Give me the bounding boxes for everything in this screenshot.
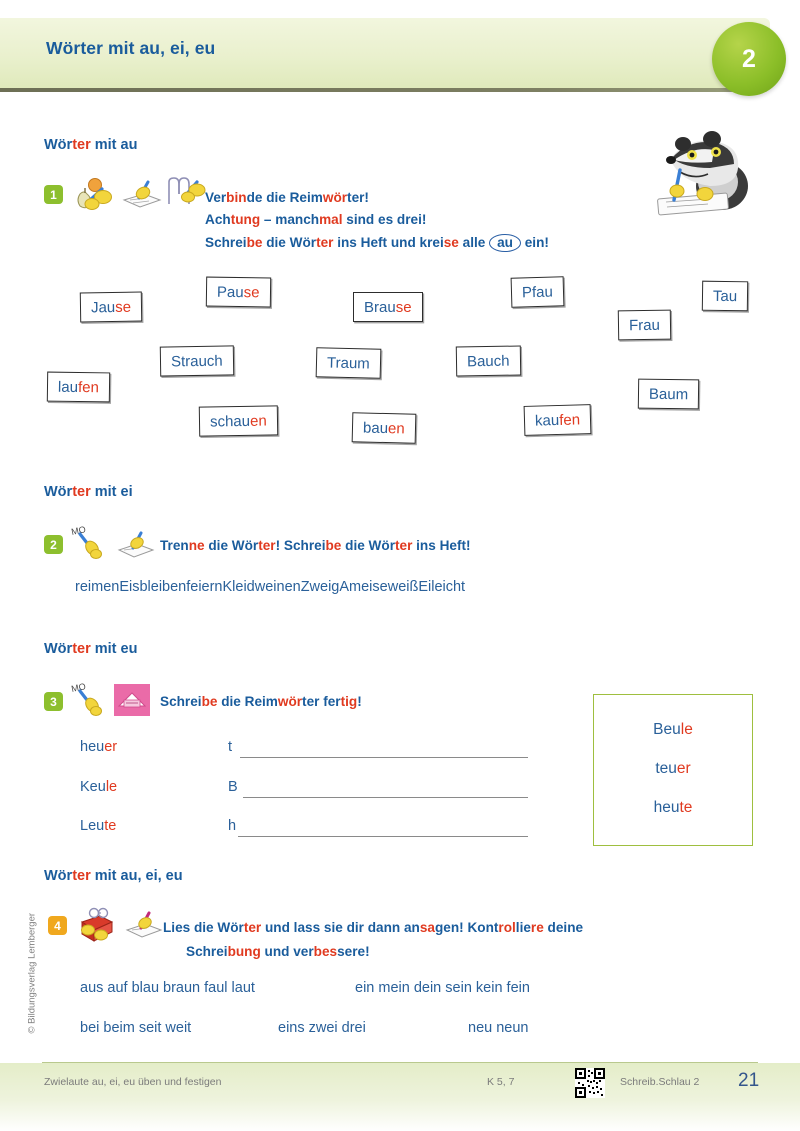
- heading-part: Wör: [44, 137, 73, 153]
- section-heading-au: [44, 137, 137, 153]
- badger-mascot-illustration: [650, 124, 770, 219]
- heading-part: Wör: [44, 868, 73, 884]
- word-card-text: Jause: [90, 298, 132, 316]
- word-card-text: Brause: [364, 298, 412, 316]
- heading-part: mit eu: [90, 641, 138, 657]
- word-card-traum[interactable]: [316, 347, 381, 379]
- eu-prompt-word-3: [80, 818, 116, 834]
- word-card-kaufen[interactable]: [524, 404, 592, 436]
- chapter-badge: 2: [712, 22, 786, 96]
- heading-part-red: ter: [72, 484, 91, 500]
- prompt-red: te: [104, 818, 117, 834]
- run-on-word-string: reimenEisbleibenfeiernKleidweinenZweigAmeiseweißEileicht: [75, 579, 466, 595]
- section-heading-ei: [44, 484, 133, 500]
- writing-paper-icon: [122, 180, 162, 208]
- word-card-strauch[interactable]: [160, 345, 234, 376]
- footer-topic-label: Zwielaute au, ei, eu üben und festigen: [44, 1076, 222, 1088]
- footer-brand-label: Schreib.Schlau 2: [620, 1076, 700, 1088]
- word-card-tau[interactable]: [702, 281, 749, 312]
- red-book-icon: [76, 908, 118, 942]
- footer-page-number: 21: [738, 1070, 760, 1091]
- word-card-bauen[interactable]: [352, 412, 416, 444]
- word-card-text: schauen: [209, 412, 267, 430]
- footer-band: [0, 1063, 800, 1131]
- answer-blue: teu: [655, 760, 677, 777]
- prompt-blue: Leu: [80, 818, 105, 834]
- word-card-pfau[interactable]: [511, 276, 565, 307]
- word-card-text: Pfau: [521, 283, 554, 301]
- task-badge-3: 3: [44, 692, 63, 711]
- eu-answer-line-1[interactable]: [240, 757, 528, 758]
- heading-part-red: ter: [72, 868, 91, 884]
- word-card-text: Tau: [712, 287, 738, 305]
- word-card-jause[interactable]: [80, 292, 142, 323]
- eu-answer-prefix-3: h: [228, 818, 237, 834]
- eu-prompt-word-1: [80, 739, 117, 755]
- word-card-text: Strauch: [170, 352, 223, 370]
- reading-list-row-2-group-3: neu neun: [468, 1020, 529, 1036]
- task-badge-2: 2: [44, 535, 63, 554]
- answer-blue: Beu: [653, 721, 681, 738]
- word-card-text: Traum: [326, 353, 370, 373]
- svg-text:MO: MO: [70, 681, 87, 694]
- answer-blue: heu: [653, 799, 680, 816]
- pink-book-icon: [114, 684, 150, 716]
- answer-word-1: [594, 721, 752, 739]
- word-card-laufen[interactable]: [47, 372, 110, 403]
- word-card-text: Pause: [216, 283, 260, 301]
- answer-red: te: [679, 799, 693, 816]
- montag-pencil-icon: [70, 526, 110, 558]
- word-card-text: Bauch: [466, 352, 510, 370]
- task-4-line-1: Lies die Wörter und lass sie dir dann ansagen! Kontrolliere deine: [163, 920, 584, 935]
- answer-red: er: [676, 760, 691, 777]
- answer-word-2: [594, 760, 752, 778]
- word-card-text: Baum: [648, 385, 689, 403]
- heading-part: Wör: [44, 641, 73, 657]
- reading-list-row-2-group-1: bei beim seit weit: [80, 1020, 192, 1036]
- section-heading-eu: [44, 641, 137, 657]
- au-circle-annotation: au: [489, 234, 521, 252]
- letter-m-pencil-icon: [163, 176, 205, 208]
- reading-list-row-1-group-2: ein mein dein sein kein fein: [355, 980, 530, 996]
- reading-list-row-2-group-2: eins zwei drei: [278, 1020, 366, 1036]
- eu-answer-line-3[interactable]: [238, 836, 528, 837]
- word-card-baum[interactable]: [638, 379, 700, 410]
- eu-answer-prefix-2: B: [228, 779, 238, 795]
- heading-part: mit au: [90, 137, 138, 153]
- task-1-line-2: Achtung – manchmal sind es drei!: [205, 212, 427, 227]
- word-card-frau[interactable]: [618, 310, 671, 341]
- heading-part: mit ei: [90, 484, 133, 500]
- task-1-line-3: Schreibe die Wörter ins Heft und kreise alle au ein!: [205, 233, 549, 254]
- writing-paper-icon: [117, 532, 155, 558]
- word-card-text: bauen: [362, 418, 405, 438]
- heading-part-red: ter: [72, 641, 91, 657]
- prompt-blue: heu: [80, 739, 105, 755]
- word-card-text: Frau: [628, 316, 660, 334]
- answer-red: le: [680, 721, 693, 738]
- footer-curriculum-code: K 5, 7: [487, 1076, 515, 1088]
- footer-divider: [42, 1062, 758, 1063]
- eu-answer-line-2[interactable]: [243, 797, 528, 798]
- task-1-line-1: Verbinde die Reimwörter!: [205, 190, 369, 205]
- eu-answer-prefix-1: t: [228, 739, 233, 755]
- task-4-line-2: Schreibung und verbessere!: [186, 944, 370, 959]
- prompt-red: le: [105, 779, 118, 795]
- word-card-schauen[interactable]: [199, 405, 278, 436]
- word-card-text: kaufen: [534, 410, 581, 430]
- qr-code-icon[interactable]: [575, 1068, 605, 1098]
- task-2-line-1: Trenne die Wörter! Schreibe die Wörter ins Heft!: [160, 538, 471, 553]
- prompt-red: er: [104, 739, 118, 755]
- page-title: Wörter mit au, ei, eu: [46, 38, 216, 58]
- heading-part: Wör: [44, 484, 73, 500]
- heading-part: mit au, ei, eu: [90, 868, 183, 884]
- task-badge-4: 4: [48, 916, 67, 935]
- prompt-blue: Keu: [80, 779, 106, 795]
- task-3-line-1: Schreibe die Reimwörter fertig!: [160, 694, 362, 709]
- section-heading-au-ei-eu: [44, 868, 183, 884]
- answer-word-3: [594, 799, 752, 817]
- word-card-bauch[interactable]: [456, 345, 521, 376]
- reading-list-row-1-group-1: aus auf blau braun faul laut: [80, 980, 255, 996]
- word-card-brause[interactable]: [353, 292, 423, 322]
- writing-paper-icon: [125, 912, 163, 938]
- header-underline: [0, 88, 768, 92]
- task-badge-1: 1: [44, 185, 63, 204]
- pear-pencil-icon: [72, 176, 114, 210]
- svg-text:MO: MO: [70, 524, 87, 537]
- montag-pencil-icon: [70, 683, 110, 715]
- copyright-notice: © Bildungsverlag Lemberger: [26, 912, 38, 1034]
- eu-prompt-word-2: [80, 779, 117, 795]
- word-card-pause[interactable]: [206, 277, 271, 308]
- word-card-text: laufen: [57, 378, 100, 396]
- heading-part-red: ter: [72, 137, 91, 153]
- eu-answer-word-bank: [593, 694, 753, 846]
